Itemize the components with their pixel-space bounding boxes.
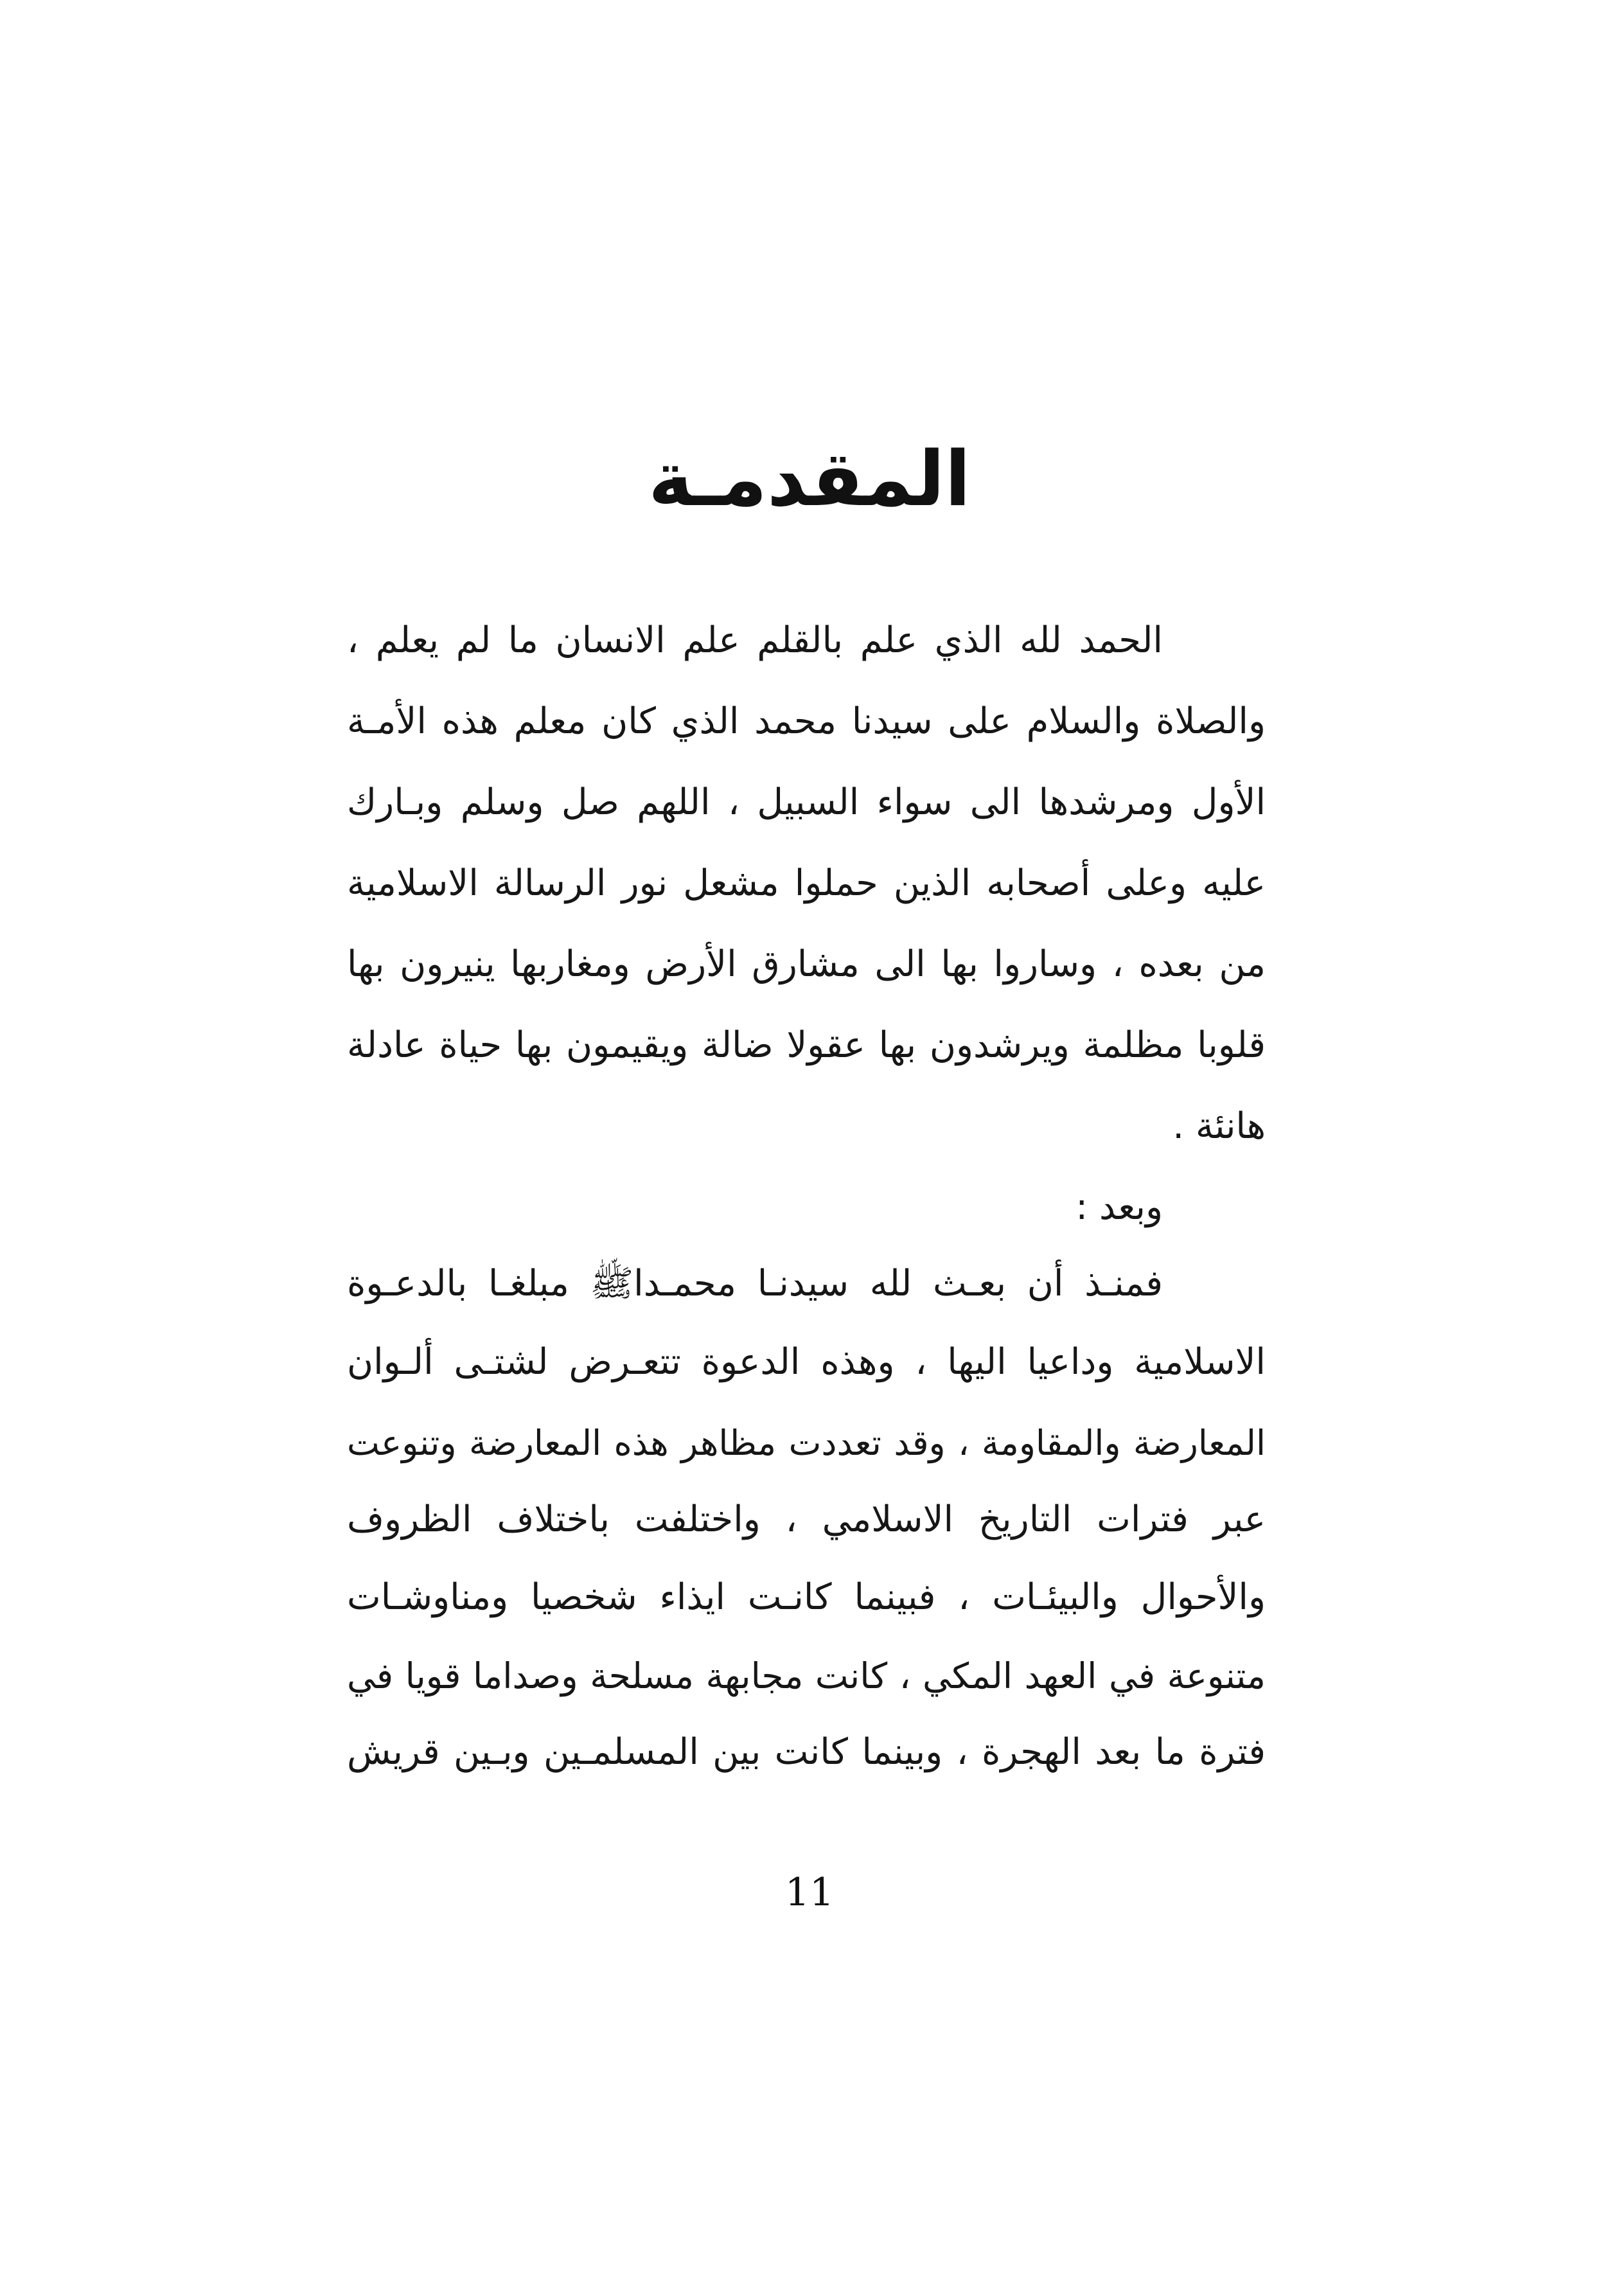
page-number: 11	[784, 1870, 835, 1915]
text-line: وبعد :	[1075, 1186, 1163, 1228]
text-line: عبر فترات التاريخ الاسلامي ، واختلفت باختلاف الظروف	[347, 1499, 1266, 1540]
text-line: الاسلامية وداعيا اليها ، وهذه الدعوة تتعـرض لشتـى ألـوان	[347, 1341, 1266, 1383]
text-line: قلوبا مظلمة ويرشدون بها عقولا ضالة ويقيمون بها حياة عادلة	[347, 1024, 1266, 1066]
text-line: المعارضة والمقاومة ، وقد تعددت مظاهر هذه المعارضة وتنوعت	[347, 1423, 1266, 1463]
text-line: الأول ومرشدها الى سواء السبيل ، اللهم صل وسلم وبـارك	[347, 781, 1266, 823]
page-title: المقدمـة	[648, 434, 971, 523]
text-line: والصلاة والسلام على سيدنا محمد الذي كان معلم هذه الأمـة	[347, 700, 1266, 742]
text-line: الحمد لله الذي علم بالقلم علم الانسان ما لم يعلم ،	[347, 619, 1163, 661]
text-line: والأحوال والبيئـات ، فبينما كانـت ايذاء شخصيا ومناوشـات	[347, 1576, 1266, 1618]
text-line: متنوعة في العهد المكي ، كانت مجابهة مسلحة وصداما قويا في	[347, 1655, 1266, 1696]
text-line: عليه وعلى أصحابه الذين حملوا مشعل نور الرسالة الاسلامية	[347, 862, 1266, 904]
text-line: هانئة .	[1172, 1105, 1266, 1147]
text-line: فترة ما بعد الهجرة ، وبينما كانت بين المسلمـين وبـين قريش	[347, 1731, 1266, 1773]
text-line: فمنـذ أن بعـث لله سيدنـا محمـداﷺ مبلغـا بالدعـوة	[347, 1263, 1163, 1304]
text-line: من بعده ، وساروا بها الى مشارق الأرض ومغاربها ينيرون بها	[347, 943, 1266, 985]
